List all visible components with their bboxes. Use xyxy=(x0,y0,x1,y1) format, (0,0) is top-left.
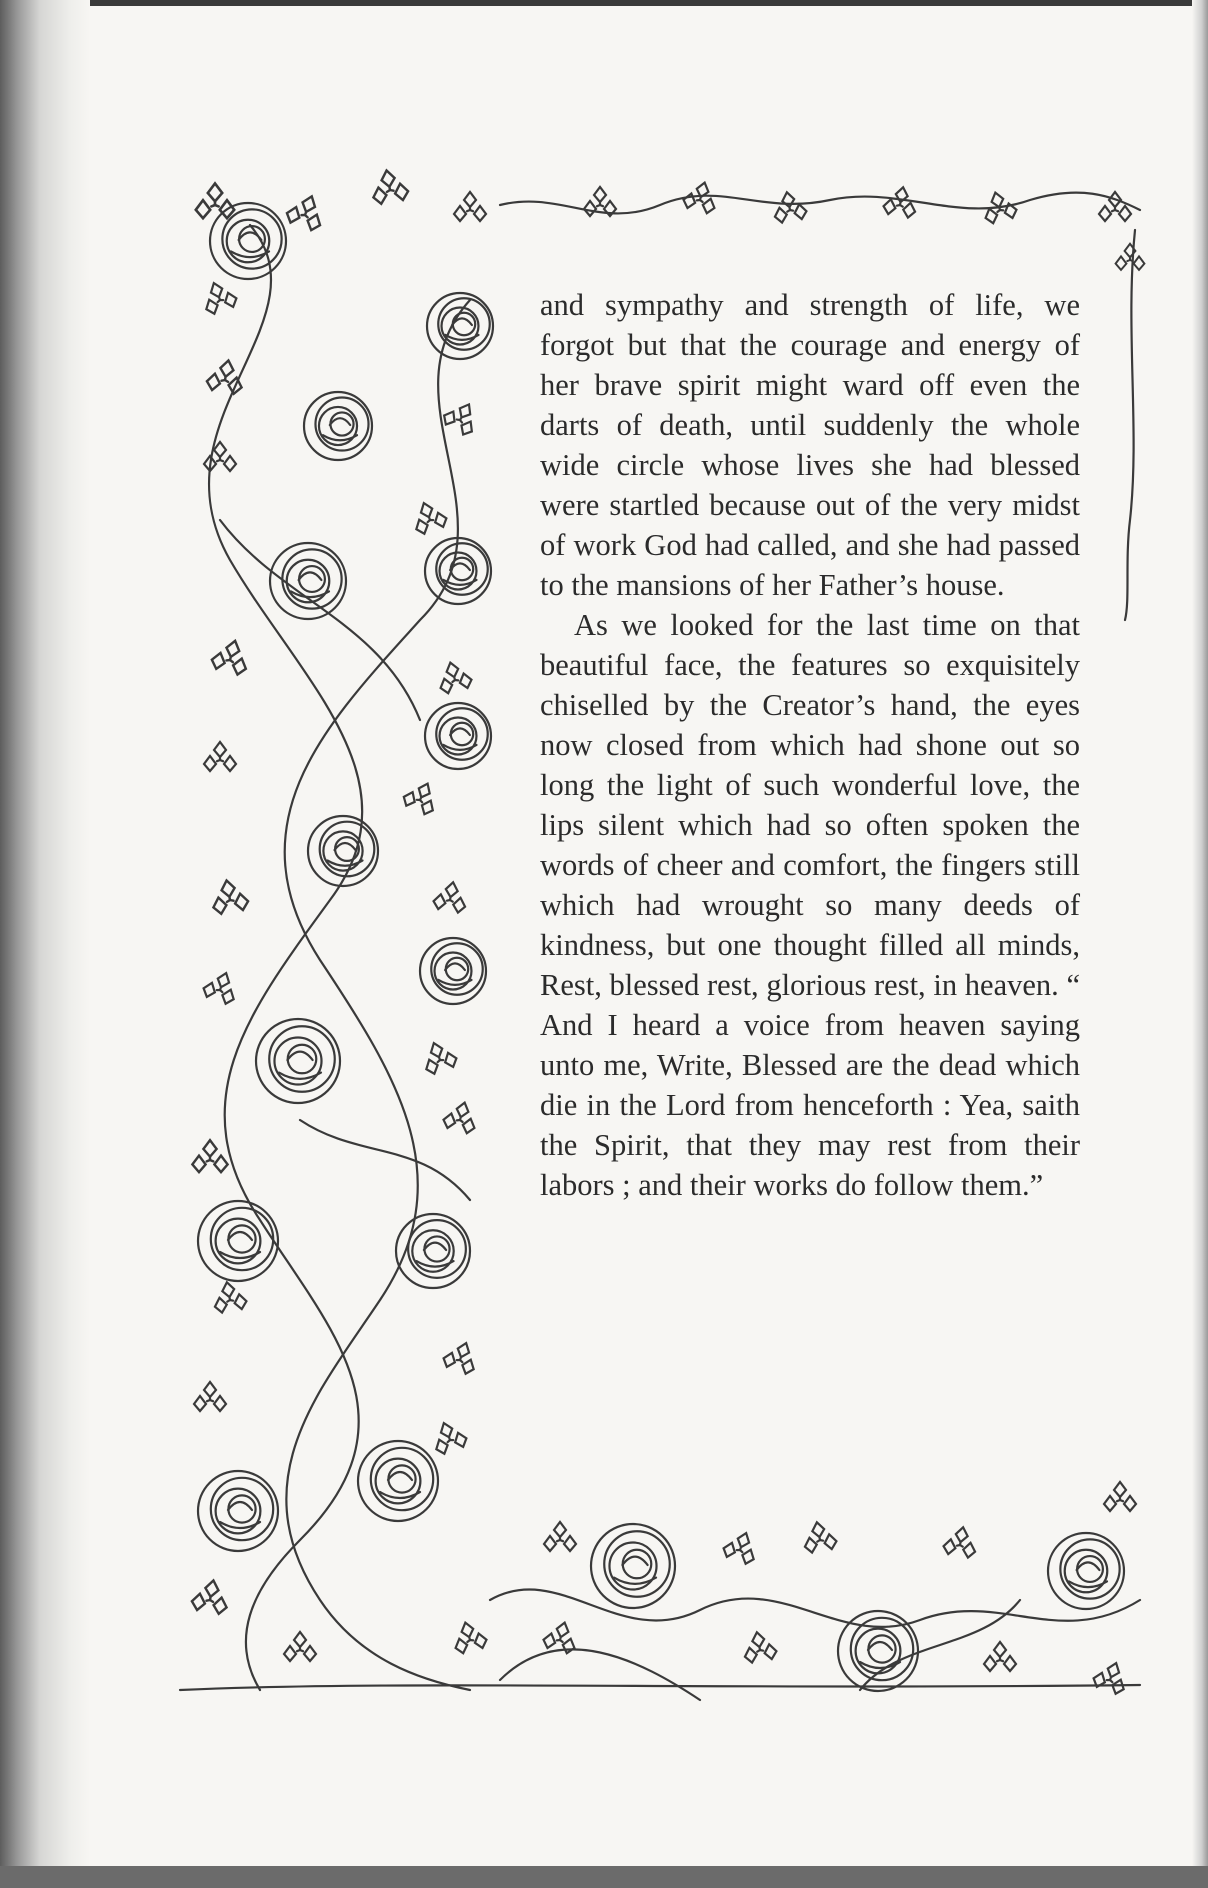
leaf-ornament xyxy=(1104,1482,1136,1511)
leaf-ornament xyxy=(284,190,328,232)
leaf-ornament xyxy=(191,1577,231,1615)
leaf-ornament xyxy=(409,498,449,536)
leaf-ornament xyxy=(432,879,469,913)
body-text xyxy=(540,285,1080,1205)
rose-ornament xyxy=(256,1019,340,1103)
leaf-ornament xyxy=(201,968,241,1006)
rose-ornament xyxy=(198,1471,278,1551)
leaf-ornament xyxy=(435,658,473,694)
rose-ornament xyxy=(591,1524,675,1608)
leaf-ornament xyxy=(980,188,1018,224)
leaf-ornament xyxy=(209,877,249,915)
vine-stem xyxy=(180,1685,1140,1690)
leaf-ornament xyxy=(442,1098,480,1134)
vine-stem xyxy=(490,1589,1140,1626)
leaf-ornament xyxy=(454,192,486,221)
paragraph-2: As we looked for the last time on that beautiful face, the features so exquisitely chiselled by the Creator’s hand, the eyes now closed from which had shone out so long the light of such wonderful love, the lips silent which had so often spoken the words of cheer and comfort, the fingers still which had wrought so many deeds of kindness, but one thought filled all minds, Rest, blessed rest, glorious rest, in heaven. “ And I heard a voice from heaven saying unto me, Write, Blessed are the dead which die in the Lord from henceforth : Yea, saith the Spirit, that they may rest from their labors ; and their works do follow them.” xyxy=(540,608,1080,1202)
leaf-ornament xyxy=(429,1418,469,1456)
leaf-ornament xyxy=(741,1629,778,1663)
paragraph-1: and sympathy and strength of life, we forgot but that the courage and energy of her brave spirit might ward off even the darts of death, until suddenly the whole wide circle whose lives she had blessed were startled because out of the very midst of work God had called, and she had passed to the mansions of her Father’s house. xyxy=(540,288,1080,602)
leaf-ornament xyxy=(194,1382,226,1411)
leaf-ornament xyxy=(192,1140,227,1172)
rose-ornament xyxy=(838,1611,918,1691)
leaf-ornament xyxy=(450,1618,488,1654)
rose-ornament xyxy=(358,1441,438,1521)
rose-ornament xyxy=(270,543,346,619)
rose-ornament xyxy=(427,293,493,359)
leaf-ornament xyxy=(771,189,808,223)
rose-ornament xyxy=(1048,1533,1124,1609)
leaf-ornament xyxy=(369,167,409,205)
leaf-ornament xyxy=(1116,244,1145,270)
leaf-ornament xyxy=(544,1522,576,1551)
vine-stem xyxy=(1125,230,1135,620)
leaf-ornament xyxy=(441,1338,481,1376)
leaf-ornament xyxy=(942,1524,979,1558)
leaf-ornament xyxy=(210,636,252,676)
leaf-ornament xyxy=(211,1279,248,1313)
leaf-ornament xyxy=(419,1038,459,1076)
rose-ornament xyxy=(210,203,286,279)
leaf-ornament xyxy=(984,1642,1016,1671)
leaf-ornament xyxy=(441,396,483,437)
rose-ornament xyxy=(308,816,378,886)
leaf-ornament xyxy=(284,1632,316,1661)
vine-stem xyxy=(285,300,470,1690)
leaf-ornament xyxy=(204,742,236,771)
leaf-ornament xyxy=(721,1528,761,1566)
rose-ornament xyxy=(425,538,491,604)
rose-ornament xyxy=(198,1201,278,1281)
rose-ornament xyxy=(304,392,372,460)
leaf-ornament xyxy=(199,278,239,316)
rose-ornament xyxy=(425,703,491,769)
leaf-ornament xyxy=(801,1519,838,1553)
leaf-ornament xyxy=(1091,1658,1131,1696)
leaf-ornament xyxy=(204,442,236,471)
rose-ornament xyxy=(396,1214,470,1288)
leaf-ornament xyxy=(401,777,442,817)
rose-ornament xyxy=(420,938,486,1004)
leaf-ornament xyxy=(196,183,234,218)
